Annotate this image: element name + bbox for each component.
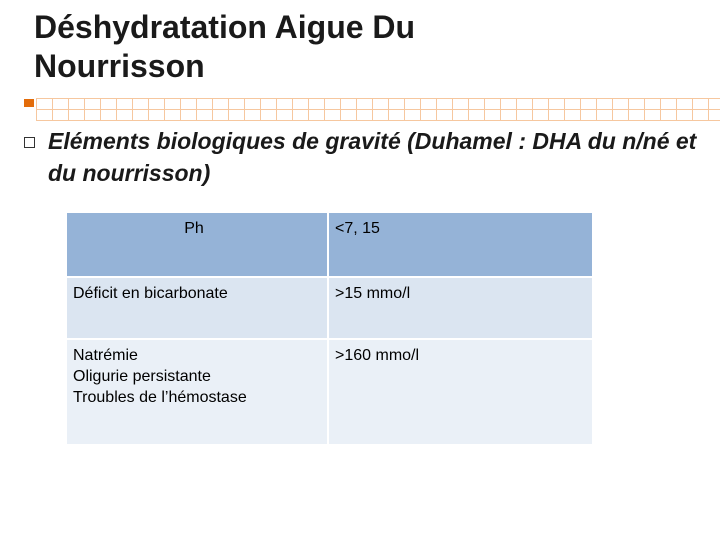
slide-title: Déshydratation Aigue Du Nourrisson [34, 9, 416, 84]
square-bullet-icon [24, 137, 35, 148]
table-row [67, 340, 592, 446]
table-cell-value: <7, 15 [329, 213, 592, 278]
table-row [67, 213, 592, 278]
table-cell-value: >160 mmo/l [329, 340, 592, 446]
table-cell-label: Déficit en bicarbonate [67, 278, 329, 340]
table-cell-value: >15 mmo/l [329, 278, 592, 340]
table-row [67, 278, 592, 340]
bullet-text: Eléments biologiques de gravité (Duhamel : DHA du n/né et du nourrisson) [48, 128, 697, 186]
title-accent-marker [24, 99, 34, 107]
table-cell-label: Ph [67, 213, 329, 278]
table-cell-label: Natrémie Oligurie persistante Troubles de l’hémostase [67, 340, 329, 446]
decorative-grid [36, 98, 720, 121]
gravity-criteria-table [67, 213, 592, 446]
bullet-item [24, 125, 704, 189]
